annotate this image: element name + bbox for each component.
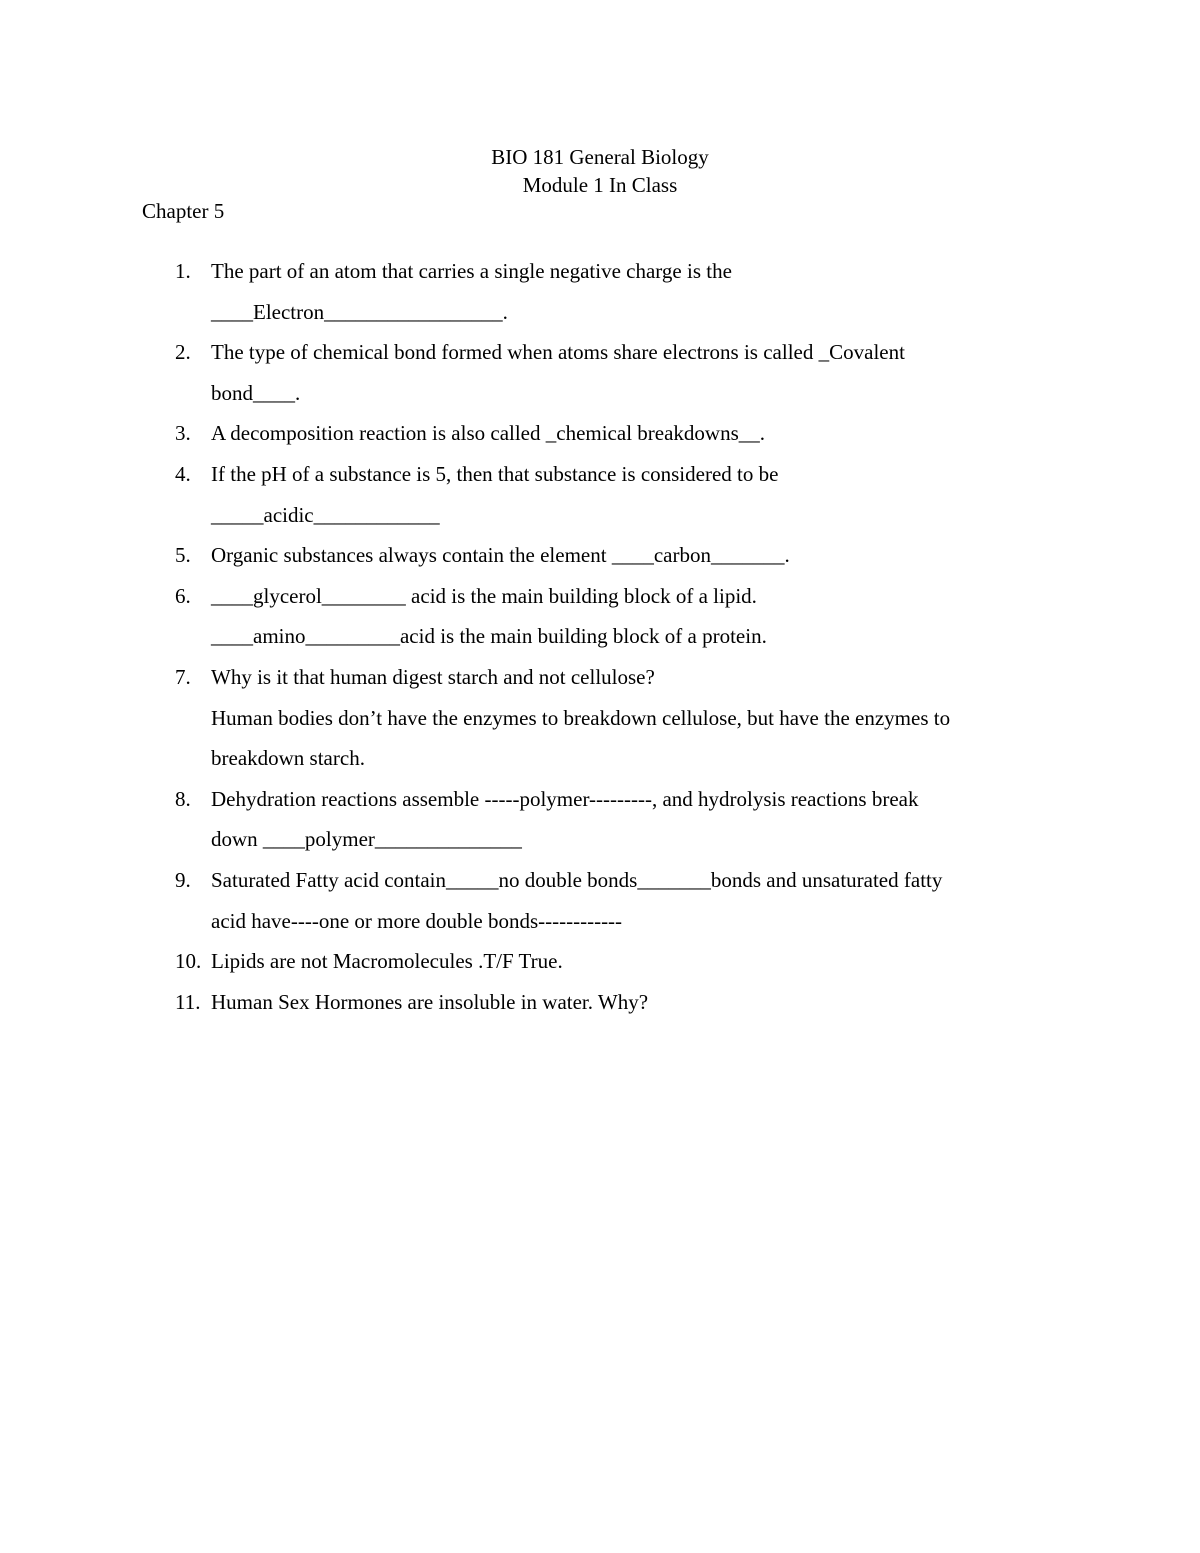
question-text-line: Lipids are not Macromolecules .T/F True. — [211, 949, 563, 974]
question-text-line: Dehydration reactions assemble -----polymer---------, and hydrolysis reactions break — [211, 786, 919, 811]
question-text-line: down ____polymer______________ — [211, 827, 522, 852]
question-item — [0, 535, 1061, 576]
question-item — [0, 332, 1061, 413]
question-number: 2. — [175, 340, 191, 365]
question-number: 9. — [175, 867, 191, 892]
question-text-line: Human bodies don’t have the enzymes to breakdown cellulose, but have the enzymes to — [211, 705, 951, 730]
question-number: 7. — [175, 664, 191, 689]
document-header — [0, 143, 1200, 199]
question-text-line: ____Electron_________________. — [211, 299, 508, 324]
question-number: 10. — [175, 949, 202, 974]
question-list — [0, 251, 1200, 1022]
question-number: 11. — [175, 989, 201, 1014]
question-text-line: acid have----one or more double bonds------------ — [211, 908, 623, 933]
question-text-line: Organic substances always contain the element ____carbon_______. — [211, 543, 790, 568]
question-text-line: The part of an atom that carries a single negative charge is the — [211, 259, 732, 283]
question-number: 6. — [175, 583, 191, 608]
course-title: BIO 181 General Biology — [491, 145, 709, 169]
question-number: 8. — [175, 786, 191, 811]
question-item — [0, 657, 1061, 779]
question-number: 3. — [175, 421, 191, 446]
question-text-line: A decomposition reaction is also called _chemical breakdowns__. — [211, 421, 766, 446]
question-item — [0, 576, 1061, 657]
question-number: 4. — [175, 461, 191, 486]
question-item — [0, 779, 1061, 860]
question-number: 5. — [175, 543, 191, 568]
question-item — [0, 454, 1061, 535]
question-item — [0, 941, 1061, 982]
question-text-line: Human Sex Hormones are insoluble in water. Why? — [211, 989, 649, 1014]
question-item — [0, 982, 1061, 1023]
question-text-line: Why is it that human digest starch and not cellulose? — [211, 664, 655, 689]
module-title: Module 1 In Class — [522, 173, 678, 197]
question-item — [0, 251, 1061, 332]
question-text-line: The type of chemical bond formed when atoms share electrons is called _Covalent — [211, 340, 905, 365]
question-text-line: breakdown starch. — [211, 746, 365, 771]
question-item — [0, 860, 1061, 941]
question-text-line: ____amino_________acid is the main building block of a protein. — [211, 624, 767, 649]
question-number: 1. — [175, 259, 191, 283]
question-text-line: If the pH of a substance is 5, then that substance is considered to be — [211, 461, 779, 486]
question-item — [0, 413, 1061, 454]
question-text-line: ____glycerol________ acid is the main building block of a lipid. — [211, 583, 757, 608]
chapter-label: Chapter 5 — [142, 199, 225, 223]
question-text-line: bond____. — [211, 380, 301, 405]
question-text-line: Saturated Fatty acid contain_____no double bonds_______bonds and unsaturated fatty — [211, 867, 943, 892]
question-text-line: _____acidic____________ — [211, 502, 440, 527]
